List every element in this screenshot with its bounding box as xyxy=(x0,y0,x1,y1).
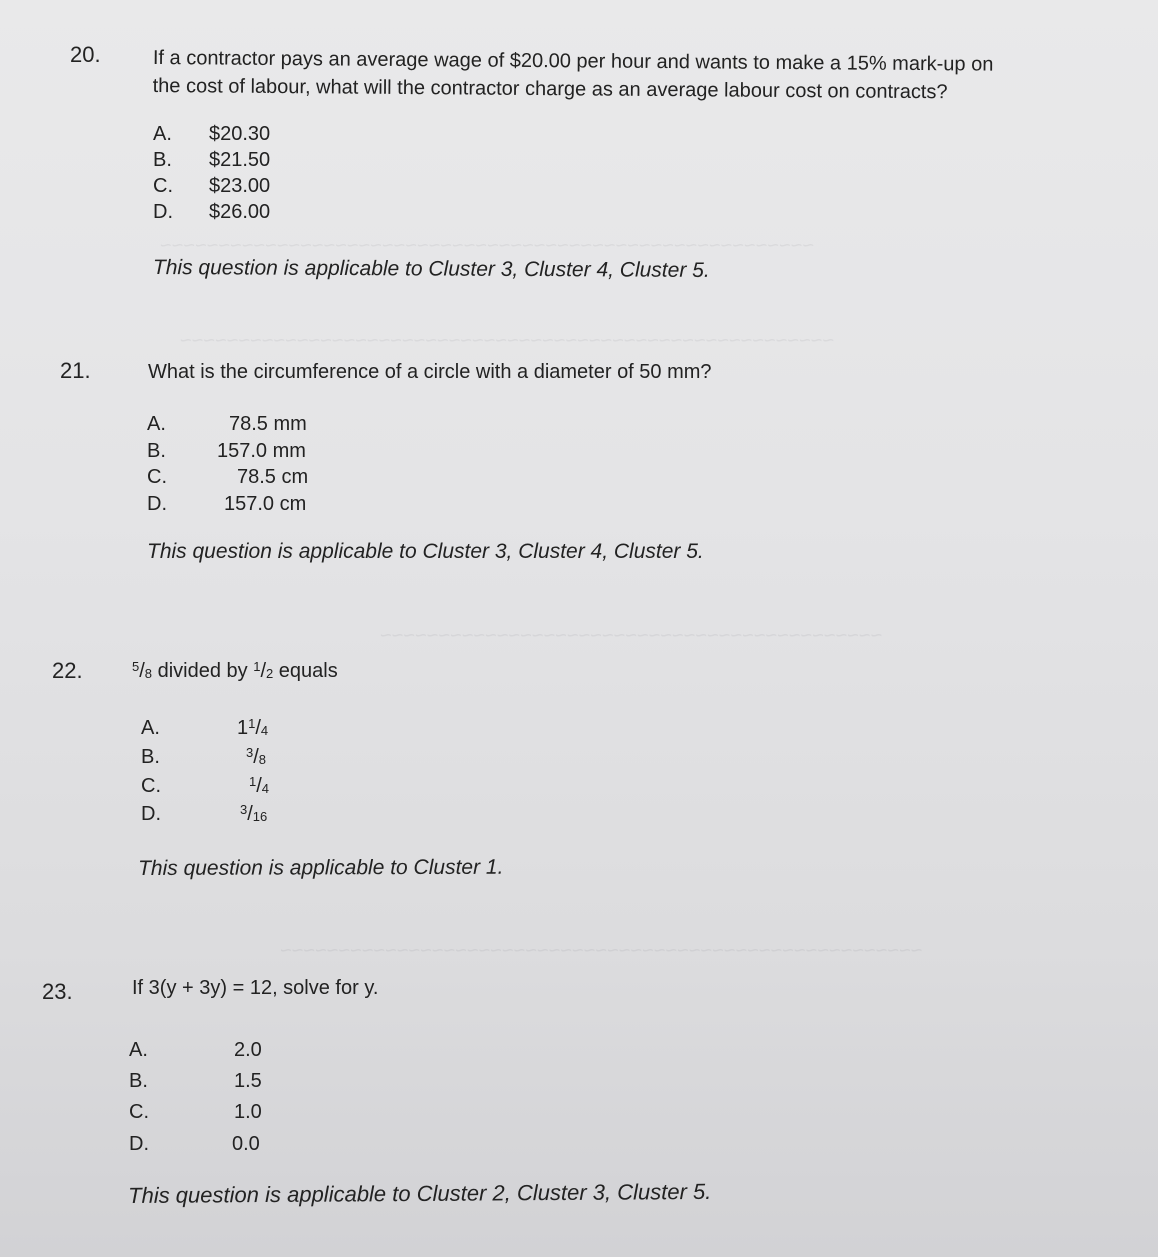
option-b[interactable]: B. $^3/_8$ xyxy=(141,745,267,768)
bleed-through-text: ~~~~~~~~~~~~~~~~~~~~~~~~~~~~~~~~~~~~~~~~~~~ xyxy=(380,625,883,647)
bleed-through-text: ~~~~~~~~~~~~~~~~~~~~~~~~~~~~~~~~~~~~~~~~~~~~~~~~~~~~~~~~ xyxy=(180,330,835,352)
option-a[interactable]: A. 2.0 xyxy=(129,1039,262,1061)
question-stem: What is the circumference of a circle with a diameter of 50 mm? xyxy=(148,361,712,383)
question-stem: If a contractor pays an average wage of $20.00 per hour and wants to make a 15% mark-up on the cost of labour, what will the contractor charge as an average labour cost on contracts? xyxy=(152,46,994,104)
cluster-note: This question is applicable to Cluster 2, Cluster 3, Cluster 5. xyxy=(128,1178,712,1208)
option-c[interactable]: C. $23.00 xyxy=(153,175,271,197)
fraction: $^3/_{16}$ xyxy=(240,802,268,825)
option-c[interactable]: C. 78.5 cm xyxy=(147,466,309,488)
cluster-note: This question is applicable to Cluster 3, Cluster 4, Cluster 5. xyxy=(152,256,710,282)
question-stem: If 3(y + 3y) = 12, solve for y. xyxy=(132,977,379,999)
option-d[interactable]: D. 157.0 cm xyxy=(147,493,307,515)
question-number: 23. xyxy=(42,979,73,1004)
fraction: $^5/_8$ xyxy=(132,659,153,682)
question-number: 22. xyxy=(52,658,83,683)
question-stem: $^5/_8$ divided by $^1/_2$ equals xyxy=(132,659,338,682)
option-c[interactable]: C. $^1/_4$ xyxy=(141,774,270,797)
question-number: 21. xyxy=(60,358,91,383)
option-b[interactable]: B. $21.50 xyxy=(153,149,271,171)
option-d[interactable]: D. $26.00 xyxy=(153,201,271,223)
cluster-note: This question is applicable to Cluster 1. xyxy=(138,855,504,880)
bleed-through-text: ~~~~~~~~~~~~~~~~~~~~~~~~~~~~~~~~~~~~~~~~~~~~~~~~~~~~~~~ xyxy=(280,940,923,962)
option-b[interactable]: B. 1.5 xyxy=(129,1070,262,1092)
option-a[interactable]: A. $20.30 xyxy=(153,123,271,145)
option-d[interactable]: D. $^3/_{16}$ xyxy=(141,802,268,825)
option-a[interactable]: A. 78.5 mm xyxy=(147,413,307,435)
fraction: $^1/_2$ xyxy=(253,659,274,682)
option-c[interactable]: C. 1.0 xyxy=(129,1101,262,1123)
option-a[interactable]: A. $1^1/_4$ xyxy=(141,716,269,739)
fraction: $^3/_8$ xyxy=(246,745,267,768)
option-d[interactable]: D. 0.0 xyxy=(129,1133,260,1155)
fraction: $1^1/_4$ xyxy=(237,716,269,739)
question-number: 20. xyxy=(70,42,101,67)
option-b[interactable]: B. 157.0 mm xyxy=(147,440,306,462)
cluster-note: This question is applicable to Cluster 3, Cluster 4, Cluster 5. xyxy=(147,540,704,563)
fraction: $^1/_4$ xyxy=(249,774,270,797)
bleed-through-text: ~~~~~~~~~~~~~~~~~~~~~~~~~~~~~~~~~~~~~~~~~~~~~~~~~~~~~~~~ xyxy=(160,235,815,257)
